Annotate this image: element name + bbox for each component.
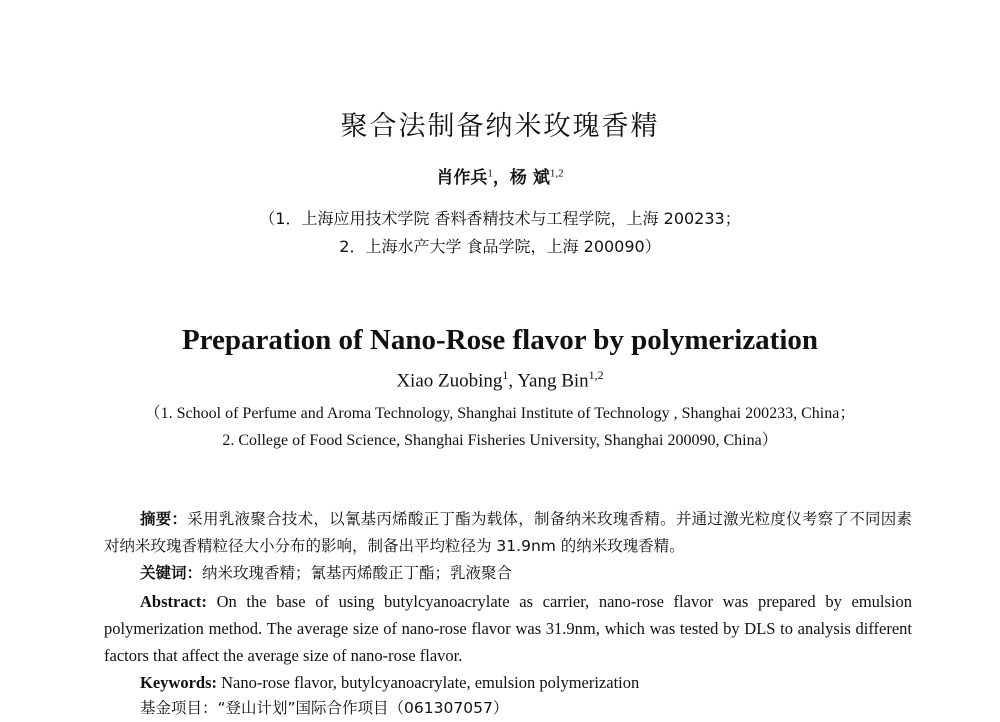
chinese-keywords bbox=[104, 560, 912, 587]
chinese-author-separator: ， bbox=[492, 168, 510, 188]
english-abstract-label: Abstract: bbox=[140, 592, 207, 611]
chinese-authors bbox=[0, 163, 1000, 188]
chinese-affiliation-1: （1．上海应用技术学院 香料香精技术与工程学院，上海 200233； bbox=[259, 209, 741, 228]
english-keywords-text: Nano-rose flavor, butylcyanoacrylate, emulsion polymerization bbox=[217, 673, 640, 692]
english-keywords-label: Keywords: bbox=[140, 673, 217, 692]
english-author-1-affiliation-mark: 1 bbox=[502, 368, 509, 382]
english-author-1: Xiao Zuobing bbox=[396, 370, 503, 392]
funding-note: 基金项目：“登山计划”国际合作项目（061307057） bbox=[140, 699, 509, 717]
chinese-abstract-label: 摘要： bbox=[140, 510, 188, 528]
english-author-separator: , bbox=[508, 370, 518, 392]
chinese-author-1-affiliation-mark: 1 bbox=[487, 167, 493, 180]
chinese-author-2-affiliation-mark: 1,2 bbox=[549, 167, 564, 180]
chinese-affiliation-2: 2．上海水产大学 食品学院，上海 200090） bbox=[339, 237, 661, 256]
chinese-abstract-text: 采用乳液聚合技术，以氰基丙烯酸正丁酯为载体，制备纳米玫瑰香精。并通过激光粒度仪考察了不同因素对纳米玫瑰香精粒径大小分布的影响，制备出平均粒径为 31.9nm 的纳米玫瑰香精。 bbox=[104, 510, 912, 555]
english-title: Preparation of Nano-Rose flavor by polymerization bbox=[181, 324, 819, 356]
chinese-author-2: 杨 斌 bbox=[509, 168, 550, 188]
chinese-abstract bbox=[104, 506, 912, 560]
english-authors bbox=[0, 368, 1000, 392]
english-keywords bbox=[104, 669, 912, 696]
english-affiliation-2: 2. College of Food Science, Shanghai Fisheries University, Shanghai 200090, China） bbox=[222, 432, 778, 449]
english-abstract bbox=[104, 588, 912, 669]
english-affiliation-1: （1. School of Perfume and Aroma Technology, Shanghai Institute of Technology , Shanghai 200233, China； bbox=[144, 405, 856, 422]
chinese-title: 聚合法制备纳米玫瑰香精 bbox=[340, 111, 660, 142]
chinese-author-1: 肖作兵 bbox=[436, 168, 488, 188]
english-abstract-text: On the base of using butylcyanoacrylate as carrier, nano-rose flavor was prepared by emulsion polymerization method. The average size of nano-rose flavor was 31.9nm, which was tested by DLS to analysis different factors that affect the average size of nano-rose flavor. bbox=[104, 592, 912, 665]
english-author-2: Yang Bin bbox=[517, 370, 589, 392]
chinese-keywords-label: 关键词： bbox=[140, 564, 203, 582]
english-author-2-affiliation-mark: 1,2 bbox=[588, 368, 604, 382]
chinese-keywords-text: 纳米玫瑰香精；氰基丙烯酸正丁酯；乳液聚合 bbox=[202, 564, 513, 582]
